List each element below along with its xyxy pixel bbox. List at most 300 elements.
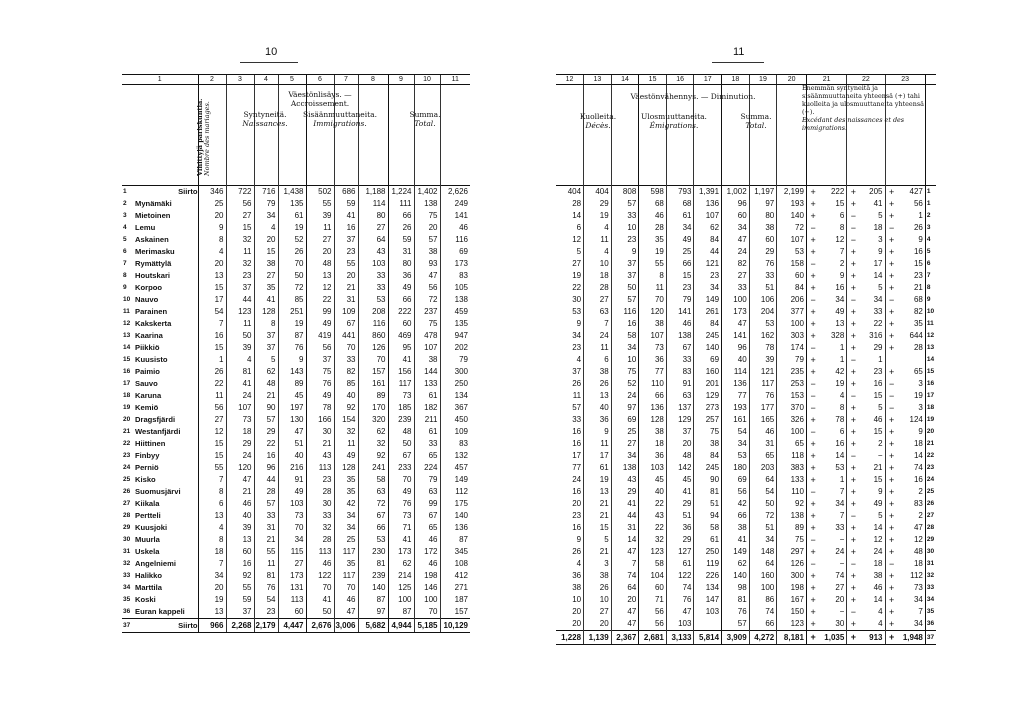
data-cell: 24 (226, 390, 254, 402)
data-cell: 239 (388, 414, 414, 426)
data-cell: 63 (414, 486, 440, 498)
data-cell: 61 (694, 534, 722, 546)
data-cell: 13 (584, 486, 612, 498)
sign-cell: + (885, 258, 898, 270)
row-index: 12 (123, 320, 131, 327)
data-cell: 123 (639, 546, 667, 558)
data-cell: 30 (306, 498, 334, 510)
municipality-name: Perniö (135, 463, 159, 472)
data-cell: 43 (306, 450, 334, 462)
sign-cell: + (885, 606, 898, 618)
data-cell: 117 (334, 546, 358, 558)
data-cell: 79 (777, 354, 807, 366)
data-cell: 106 (749, 294, 777, 306)
data-cell: 112 (440, 486, 470, 498)
sign-cell: + (847, 486, 860, 498)
data-cell: 23 (226, 270, 254, 282)
data-cell: 27 (722, 270, 750, 282)
data-cell: 113 (306, 546, 334, 558)
data-cell: 173 (278, 570, 306, 582)
data-cell: 65 (414, 522, 440, 534)
data-cell: 50 (388, 438, 414, 450)
data-cell: 22 (198, 378, 226, 390)
sign-cell: − (885, 558, 898, 570)
data-cell: 2,681 (639, 631, 667, 645)
data-cell: 3 (878, 235, 883, 244)
data-cell: 48 (388, 426, 414, 438)
data-cell: 58 (611, 330, 639, 342)
data-cell: 75 (414, 318, 440, 330)
data-cell: 135 (440, 318, 470, 330)
sign-cell: − (847, 210, 860, 222)
data-cell: 39 (306, 210, 334, 222)
data-cell: 193 (722, 402, 750, 414)
data-cell: 38 (722, 522, 750, 534)
municipality-name: Uskela (135, 547, 160, 556)
data-cell: 33 (334, 354, 358, 366)
data-cell: 203 (749, 462, 777, 474)
data-cell: 66 (388, 210, 414, 222)
row-index: 25 (925, 486, 936, 498)
column-number (925, 75, 936, 85)
table-row (122, 354, 470, 366)
data-cell: 67 (388, 450, 414, 462)
data-cell: 326 (777, 414, 807, 426)
data-cell: 141 (722, 330, 750, 342)
municipality-name: Kisko (135, 475, 156, 484)
data-cell: 38 (254, 258, 278, 270)
increase-header: Väestönlisäys. — Accroissement. (288, 90, 352, 108)
data-cell: 197 (278, 402, 306, 414)
data-cell: 94 (694, 510, 722, 522)
row-index: 20 (123, 416, 131, 423)
sign-cell: + (885, 462, 898, 474)
data-cell: 245 (694, 462, 722, 474)
data-cell: 598 (639, 186, 667, 199)
data-cell: 68 (913, 295, 923, 304)
column-number: 8 (358, 75, 388, 85)
data-cell: 12 (198, 426, 226, 438)
data-cell: 86 (749, 594, 777, 606)
data-cell: 83 (440, 438, 470, 450)
data-cell: 370 (777, 402, 807, 414)
data-cell: 245 (694, 330, 722, 342)
row-index: 13 (123, 332, 131, 339)
data-cell: 36 (639, 354, 667, 366)
data-cell: 250 (694, 546, 722, 558)
data-cell: 16 (572, 439, 582, 448)
data-cell: 22 (572, 283, 582, 292)
table-row (556, 570, 936, 582)
data-cell: 39 (749, 354, 777, 366)
data-cell: 7 (839, 247, 845, 256)
data-cell: 16 (254, 450, 278, 462)
data-cell: 202 (440, 342, 470, 354)
data-cell: 122 (666, 570, 694, 582)
data-cell: 78 (306, 402, 334, 414)
data-cell: 175 (440, 498, 470, 510)
data-cell: 33 (572, 415, 582, 424)
carry-value: 1,438 (278, 186, 306, 199)
data-cell: 4 (576, 355, 582, 364)
data-cell: 9 (839, 271, 845, 280)
data-cell: 46 (873, 583, 883, 592)
data-cell: 226 (694, 570, 722, 582)
data-cell: 32 (639, 534, 667, 546)
data-cell: 32 (226, 234, 254, 246)
sign-cell: − (885, 294, 898, 306)
data-cell: 81 (722, 594, 750, 606)
data-cell: 141 (666, 306, 694, 318)
data-cell: 182 (414, 402, 440, 414)
sign-cell: − (806, 258, 819, 270)
row-index: 28 (925, 522, 936, 534)
data-cell: 64 (611, 582, 639, 594)
municipality-name: Westanfjärdi (135, 427, 181, 436)
data-cell: 48 (913, 547, 923, 556)
row-index: 36 (925, 618, 936, 631)
data-cell: 79 (254, 198, 278, 210)
data-cell: 28 (306, 534, 334, 546)
data-cell: 33 (358, 282, 388, 294)
data-cell: 19 (639, 246, 667, 258)
data-cell: 65 (749, 450, 777, 462)
data-cell: 61 (414, 426, 440, 438)
sign-cell: − (847, 606, 860, 618)
data-cell: 5 (878, 211, 883, 220)
data-cell: 46 (749, 426, 777, 438)
data-cell: 75 (306, 366, 334, 378)
table-row (556, 390, 936, 402)
row-index: 29 (925, 534, 936, 546)
data-cell: 84 (694, 234, 722, 246)
carry-value: 1,224 (388, 186, 414, 199)
data-cell: 9 (278, 354, 306, 366)
data-cell: 61 (666, 210, 694, 222)
data-cell: 70 (306, 582, 334, 594)
data-cell: 20 (198, 210, 226, 222)
data-cell: 40 (278, 450, 306, 462)
data-cell: 173 (722, 306, 750, 318)
data-cell: 90 (254, 402, 278, 414)
data-cell: 92 (777, 498, 807, 510)
municipality-name: Euran kappeli (135, 607, 185, 616)
data-cell: 79 (414, 474, 440, 486)
data-cell: 10 (584, 594, 612, 606)
data-cell: 49 (306, 318, 334, 330)
data-cell: 80 (388, 258, 414, 270)
data-cell: 91 (278, 474, 306, 486)
data-cell: 103 (278, 498, 306, 510)
data-cell: 9 (878, 487, 883, 496)
sign-cell: + (806, 198, 819, 210)
data-cell: 36 (639, 450, 667, 462)
row-index: 24 (925, 474, 936, 486)
data-cell: 165 (749, 414, 777, 426)
data-cell: 103 (666, 618, 694, 631)
sign-cell: + (806, 282, 819, 294)
data-cell: 6 (584, 354, 612, 366)
table-row (122, 270, 470, 282)
data-cell: 19 (913, 391, 923, 400)
row-index: 35 (123, 596, 131, 603)
municipality-name: Muurla (135, 535, 160, 544)
data-cell: 23 (572, 343, 582, 352)
data-cell: 18 (913, 439, 923, 448)
row-index: 16 (925, 378, 936, 390)
data-cell: 103 (639, 462, 667, 474)
data-cell: 63 (584, 306, 612, 318)
data-cell: 29 (226, 438, 254, 450)
total-value: 2,676 (306, 619, 334, 633)
data-cell: 167 (777, 594, 807, 606)
row-index: 10 (925, 306, 936, 318)
data-cell: 214 (388, 570, 414, 582)
header-cell (132, 85, 198, 186)
sign-cell: − (847, 294, 860, 306)
data-cell: 47 (913, 523, 923, 532)
data-cell: 33 (666, 354, 694, 366)
data-cell: 43 (611, 474, 639, 486)
data-cell: 5 (878, 283, 883, 292)
data-cell: 89 (777, 522, 807, 534)
data-cell: 21 (306, 438, 334, 450)
data-cell: 76 (749, 390, 777, 402)
data-cell: 15 (666, 270, 694, 282)
data-cell: 11 (334, 438, 358, 450)
data-cell: 39 (226, 342, 254, 354)
data-cell: 140 (777, 210, 807, 222)
sum-header-left: Summa. Total. (409, 110, 441, 128)
data-cell: 76 (278, 342, 306, 354)
data-cell: 25 (334, 534, 358, 546)
data-cell: 7 (198, 474, 226, 486)
data-cell: 108 (440, 558, 470, 570)
row-index: 21 (925, 438, 936, 450)
column-number: 9 (388, 75, 414, 85)
data-cell: 198 (777, 582, 807, 594)
municipality-name: Pertteli (135, 511, 161, 520)
table-row (122, 438, 470, 450)
data-cell: 8 (198, 234, 226, 246)
data-cell: 47 (611, 606, 639, 618)
row-index: 1 (925, 198, 936, 210)
data-cell: 34 (835, 499, 845, 508)
data-cell: 52 (278, 234, 306, 246)
table-row (122, 234, 470, 246)
sign-cell: + (885, 186, 898, 199)
data-cell: 110 (777, 486, 807, 498)
sign-cell: + (847, 270, 860, 282)
sign-cell: + (847, 366, 860, 378)
row-index: 28 (123, 512, 131, 519)
sign-cell: + (806, 330, 819, 342)
data-cell: 126 (777, 558, 807, 570)
data-cell: 113 (278, 594, 306, 606)
data-cell: 20 (198, 258, 226, 270)
column-number: 3 (226, 75, 254, 85)
row-index: 11 (123, 308, 130, 315)
data-cell: 55 (334, 258, 358, 270)
data-cell: 30 (572, 295, 582, 304)
excess-header: Enemmän syntyneitä ja sisäänmuuttaneita yhteensä (+) tahi kuolleita ja ulosmuuttaneita yhteensä (−). Excédant des naissances et des immigrations. (802, 84, 924, 132)
data-cell: 15 (198, 342, 226, 354)
row-index: 13 (925, 342, 936, 354)
data-cell: 412 (440, 570, 470, 582)
table-row (556, 306, 936, 318)
data-cell: 34 (278, 534, 306, 546)
data-cell: 5 (584, 534, 612, 546)
total-value: 5,185 (414, 619, 440, 633)
data-cell: 24 (835, 547, 845, 556)
data-cell: 95 (388, 342, 414, 354)
table-row (122, 474, 470, 486)
births-header: Syntyneitä. Naissances. (242, 110, 288, 128)
data-cell: 27 (198, 414, 226, 426)
data-cell: 31 (611, 522, 639, 534)
total-label: Siirto (132, 619, 198, 633)
data-cell: 157 (358, 366, 388, 378)
data-cell: 7 (198, 558, 226, 570)
data-cell: 8 (839, 403, 845, 412)
data-cell: 56 (198, 402, 226, 414)
sign-cell: + (847, 462, 860, 474)
carry-value: 722 (226, 186, 254, 199)
data-cell: 41 (254, 294, 278, 306)
data-cell: 76 (306, 378, 334, 390)
data-cell: 68 (639, 198, 667, 210)
data-cell: 1,197 (749, 186, 777, 199)
row-index: 27 (925, 510, 936, 522)
data-cell: 644 (909, 331, 923, 340)
sign-cell: − (806, 486, 819, 498)
data-cell: 51 (278, 438, 306, 450)
data-cell: 42 (334, 498, 358, 510)
data-cell: 12 (306, 282, 334, 294)
data-cell: 60 (388, 318, 414, 330)
sign-cell: + (806, 234, 819, 246)
sign-cell: + (885, 510, 898, 522)
data-cell: 185 (388, 402, 414, 414)
data-cell: 37 (226, 606, 254, 619)
row-index: 32 (925, 570, 936, 582)
sign-cell: + (847, 474, 860, 486)
data-cell: 50 (306, 606, 334, 619)
municipality-name: Koski (135, 595, 156, 604)
data-cell: 62 (388, 558, 414, 570)
data-cell: 38 (694, 438, 722, 450)
data-cell: 469 (388, 330, 414, 342)
table-row (122, 198, 470, 210)
data-cell: 46 (440, 222, 470, 234)
row-index: 14 (925, 354, 936, 366)
data-cell: 25 (611, 426, 639, 438)
data-cell: 92 (334, 402, 358, 414)
municipality-name: Hiittinen (135, 439, 166, 448)
data-cell: 98 (722, 582, 750, 594)
data-cell: 77 (639, 366, 667, 378)
data-cell: 100 (777, 426, 807, 438)
data-cell: 70 (334, 582, 358, 594)
data-cell: 13 (198, 510, 226, 522)
column-number: 1 (122, 75, 198, 85)
data-cell: 21 (913, 283, 923, 292)
table-row (556, 354, 936, 366)
data-cell: 1,948 (898, 631, 926, 645)
carry-value: 1,188 (358, 186, 388, 199)
table-row (556, 546, 936, 558)
data-cell: 64 (749, 558, 777, 570)
data-cell: 21 (334, 282, 358, 294)
data-cell: 51 (666, 510, 694, 522)
data-cell: 15 (835, 199, 845, 208)
data-cell: 19 (584, 474, 612, 486)
data-cell: 81 (226, 366, 254, 378)
data-cell: 100 (388, 594, 414, 606)
data-cell: 1 (839, 475, 845, 484)
table-row (556, 378, 936, 390)
data-cell: 79 (666, 294, 694, 306)
total-value: 966 (198, 619, 226, 633)
data-cell: 140 (440, 510, 470, 522)
data-cell: 149 (440, 474, 470, 486)
data-cell: 3 (584, 558, 612, 570)
data-cell: 170 (358, 402, 388, 414)
municipality-name: Finbyy (135, 451, 160, 460)
row-index: 37 (122, 619, 132, 633)
data-cell: 113 (306, 462, 334, 474)
data-cell: 34 (749, 534, 777, 546)
data-cell: 128 (334, 462, 358, 474)
data-cell: 45 (639, 474, 667, 486)
sign-cell: − (885, 222, 898, 234)
data-cell: 15 (198, 438, 226, 450)
data-cell: 89 (358, 390, 388, 402)
table-row (556, 558, 936, 570)
data-cell: 56 (414, 282, 440, 294)
data-cell: 93 (414, 258, 440, 270)
data-cell: 2 (918, 487, 923, 496)
sign-cell: + (885, 414, 898, 426)
sign-cell: + (847, 498, 860, 510)
data-cell: 36 (666, 522, 694, 534)
data-cell: 57 (254, 414, 278, 426)
data-cell: 16 (572, 487, 582, 496)
data-cell: 1 (878, 355, 883, 364)
table-row (556, 474, 936, 486)
column-number: 15 (639, 75, 667, 85)
data-cell: 49 (873, 499, 883, 508)
data-cell: 50 (749, 498, 777, 510)
data-cell: 37 (334, 234, 358, 246)
data-cell: 72 (358, 498, 388, 510)
page-number-rule-left (240, 62, 298, 63)
data-cell: 37 (666, 426, 694, 438)
data-cell: 20 (306, 246, 334, 258)
data-cell: 1,139 (584, 631, 612, 645)
data-cell: 23 (334, 246, 358, 258)
carry-value: 716 (254, 186, 278, 199)
data-cell: 25 (666, 246, 694, 258)
data-cell: 201 (694, 378, 722, 390)
data-cell: 15 (198, 450, 226, 462)
carry-label: Siirto (132, 186, 198, 199)
data-cell: 56 (722, 486, 750, 498)
data-cell: 53 (835, 463, 845, 472)
data-cell: 97 (749, 198, 777, 210)
data-cell: 136 (639, 402, 667, 414)
municipality-name: Merimasku (135, 247, 175, 256)
